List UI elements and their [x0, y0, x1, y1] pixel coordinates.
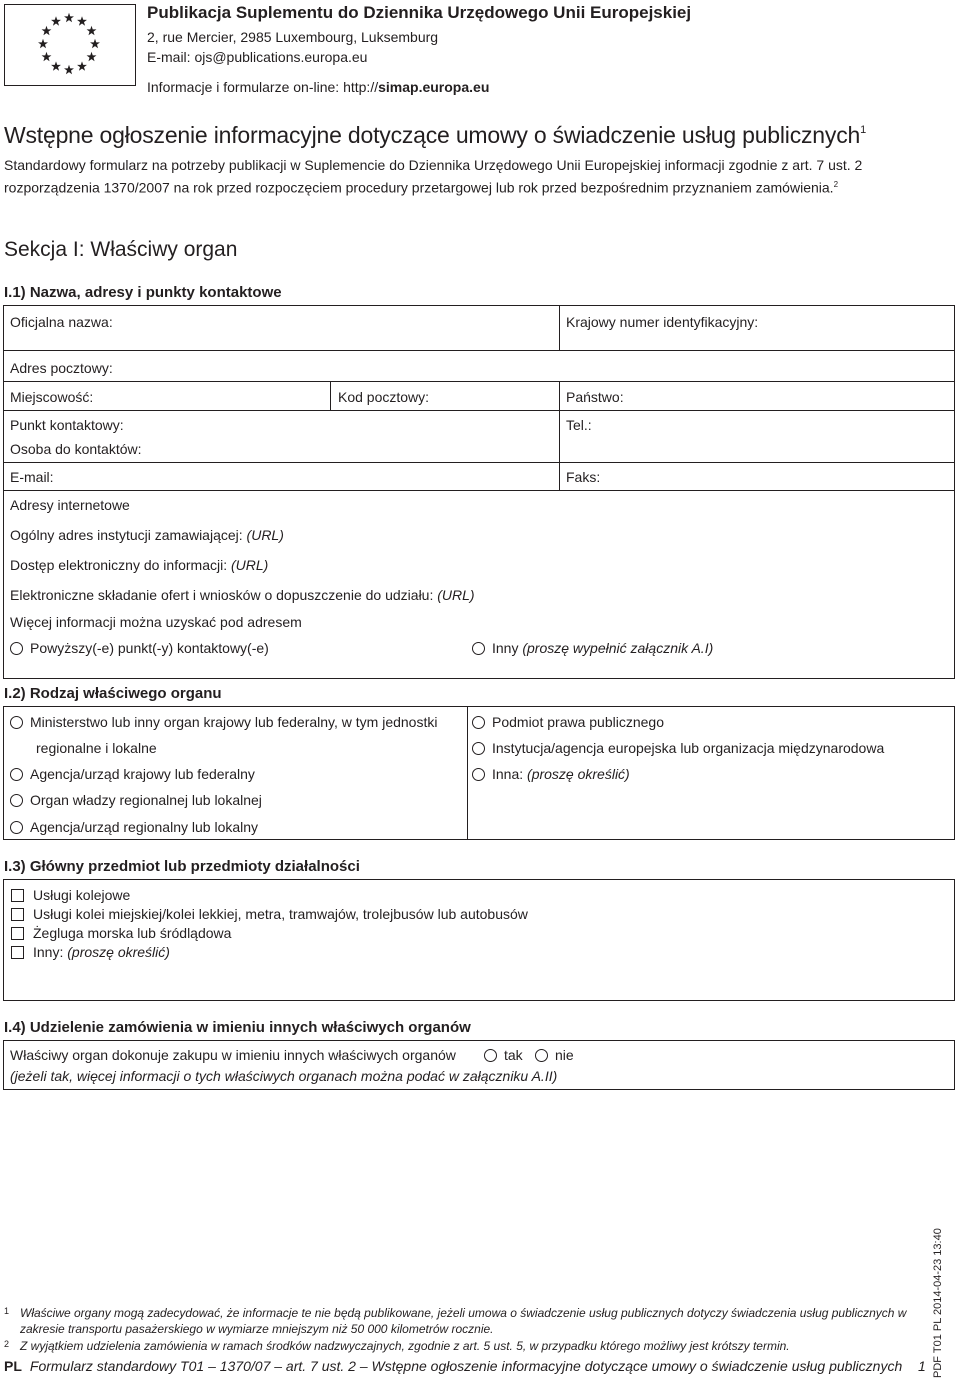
footnote-2-num: 2 [4, 1339, 10, 1349]
footnote-1-cont [4, 1322, 494, 1336]
email-label: E-mail: [10, 469, 54, 485]
tel-label: Tel.: [566, 417, 592, 433]
behalf-yes-radio[interactable] [484, 1047, 523, 1063]
star-icon [64, 65, 74, 74]
option-above-radio[interactable] [10, 640, 269, 656]
website-link[interactable]: simap.europa.eu [378, 79, 490, 95]
title-footnote-ref: 1 [860, 124, 867, 136]
behalf-no-radio[interactable] [535, 1047, 574, 1063]
behalf-yes-label: tak [504, 1047, 523, 1063]
more-info-label: Więcej informacji można uzyskać pod adresem [10, 614, 302, 630]
star-icon [42, 26, 52, 35]
authority-type-other-specify: (proszę określić) [527, 766, 630, 782]
general-address-label [10, 527, 284, 543]
publisher-title: Publikacja Suplementu do Dziennika Urzędowego Unii Europejskiej [147, 3, 692, 22]
option-other-radio[interactable] [472, 640, 713, 656]
option-above-label: Powyższy(-e) punkt(-y) kontaktowy(-e) [30, 640, 269, 656]
subtitle-footnote-ref: 2 [833, 180, 839, 189]
option-other-note: (proszę wypełnić załącznik A.I) [522, 640, 714, 656]
publisher-email: E-mail: ojs@publications.europa.eu [147, 49, 368, 65]
radio-circle-icon[interactable] [472, 716, 485, 729]
star-icon [87, 52, 97, 61]
star-icon [51, 16, 61, 25]
footer-text: Formularz standardowy T01 – 1370/07 – art. 7 ust. 2 – Wstępne ogłoszenie informacyjne dotyczące umowy o świadczenie usług publicznych [29, 1358, 903, 1374]
star-icon [87, 26, 97, 35]
eu-flag-logo [4, 4, 136, 86]
national-id-label: Krajowy numer identyfikacyjny: [566, 314, 759, 330]
postal-address-label: Adres pocztowy: [10, 360, 113, 376]
star-icon [77, 16, 87, 25]
authority-type-national-agency[interactable] [10, 766, 255, 782]
checkbox-icon[interactable] [11, 927, 24, 940]
postal-code-label: Kod pocztowy: [338, 389, 430, 405]
i2-box [3, 706, 955, 840]
footnote-2 [4, 1339, 790, 1353]
country-label: Państwo: [566, 389, 624, 405]
document-subtitle [4, 155, 954, 198]
electronic-access-text: Dostęp elektroniczny do informacji: [10, 557, 228, 573]
i3-box [3, 879, 955, 1001]
authority-type-other[interactable] [472, 766, 630, 782]
activity-other-label: Inny: [33, 944, 64, 960]
authority-type-regional-agency[interactable] [10, 819, 258, 835]
authority-type-ministry[interactable] [10, 714, 437, 730]
internet-addresses-label: Adresy internetowe [10, 497, 130, 513]
radio-circle-icon[interactable] [10, 716, 23, 729]
electronic-submission-url: (URL) [437, 587, 475, 603]
radio-circle-icon[interactable] [472, 768, 485, 781]
authority-type-public-law-label: Podmiot prawa publicznego [492, 714, 664, 730]
activity-other[interactable] [11, 944, 170, 960]
behalf-note: (jeżeli tak, więcej informacji o tych właściwych organach można podać w załączniku A.II) [10, 1068, 558, 1084]
electronic-submission-text: Elektroniczne składanie ofert i wniosków o dopuszczenie do udziału: [10, 587, 434, 603]
publisher-address: 2, rue Mercier, 2985 Luxembourg, Luksemburg [147, 29, 439, 45]
town-label: Miejscowość: [10, 389, 94, 405]
publisher-website[interactable] [147, 79, 489, 95]
activity-rail[interactable] [11, 887, 130, 903]
radio-circle-icon[interactable] [535, 1049, 548, 1062]
footer-lang: PL [4, 1358, 22, 1374]
checkbox-icon[interactable] [11, 908, 24, 921]
authority-type-regional-authority[interactable] [10, 792, 262, 808]
i2-heading: I.2) Rodzaj właściwego organu [4, 685, 222, 702]
radio-circle-icon[interactable] [472, 742, 485, 755]
authority-type-regional-agency-label: Agencja/urząd regionalny lub lokalny [30, 819, 259, 835]
star-icon [64, 13, 74, 22]
radio-circle-icon[interactable] [10, 768, 23, 781]
official-name-label: Oficjalna nazwa: [10, 314, 113, 330]
authority-type-national-agency-label: Agencja/urząd krajowy lub federalny [30, 766, 255, 782]
side-stamp: PDF T01 PL 2014-04-23 13:40 [932, 1228, 944, 1378]
section-title: Sekcja I: Właściwy organ [4, 238, 238, 261]
star-icon [51, 61, 61, 70]
footnote-1-line-1: Właściwe organy mogą zadecydować, że informacje te nie będą publikowane, jeżeli umowa o świadczenie usług publicznych dotyczy świadczenia usług publicznych w [20, 1306, 907, 1320]
authority-type-ministry-cont: regionalne i lokalne [36, 740, 157, 756]
activity-urban[interactable] [11, 906, 528, 922]
footnote-1-line-2: zakresie transportu pasażerskiego w wymiarze mniejszym niż 50 000 kilometrów rocznie. [20, 1322, 494, 1336]
i1-box [3, 305, 955, 679]
document-subtitle-text: Standardowy formularz na potrzeby publikacji w Suplemencie do Dziennika Urzędowego Unii Europejskiej informacji zgodnie z art. 7 ust. 2 rozporządzenia 1370/2007 na rok przed rozpoczęciem procedury przetargowej lub rok przed bezpośrednim przyznaniem zamówienia. [4, 157, 863, 196]
star-icon [38, 39, 48, 48]
document-title-text: Wstępne ogłoszenie informacyjne dotyczące umowy o świadczenie usług publicznych [4, 122, 861, 148]
activity-other-specify: (proszę określić) [67, 944, 170, 960]
behalf-no-label: nie [555, 1047, 574, 1063]
page-footer [4, 1358, 902, 1374]
general-address-url: (URL) [246, 527, 284, 543]
checkbox-icon[interactable] [11, 946, 24, 959]
radio-circle-icon[interactable] [484, 1049, 497, 1062]
i3-heading: I.3) Główny przedmiot lub przedmioty działalności [4, 858, 360, 875]
general-address-text: Ogólny adres instytucji zamawiającej: [10, 527, 243, 543]
eu-stars-icon [5, 5, 133, 83]
document-title [4, 122, 866, 149]
radio-circle-icon[interactable] [472, 642, 485, 655]
checkbox-icon[interactable] [11, 889, 24, 902]
authority-type-european[interactable] [472, 740, 884, 756]
fax-label: Faks: [566, 469, 601, 485]
radio-circle-icon[interactable] [10, 821, 23, 834]
star-icon [90, 39, 100, 48]
activity-shipping-label: Żegluga morska lub śródlądowa [33, 925, 232, 941]
i1-heading: I.1) Nazwa, adresy i punkty kontaktowe [4, 284, 282, 301]
activity-shipping[interactable] [11, 925, 231, 941]
star-icon [42, 52, 52, 61]
authority-type-other-label: Inna: [492, 766, 524, 782]
authority-type-public-law[interactable] [472, 714, 664, 730]
option-other-label: Inny [492, 640, 519, 656]
electronic-access-url: (URL) [231, 557, 269, 573]
radio-circle-icon[interactable] [10, 794, 23, 807]
footnote-1-num: 1 [4, 1306, 10, 1316]
electronic-access-label [10, 557, 268, 573]
authority-type-european-label: Instytucja/agencja europejska lub organizacja międzynarodowa [492, 740, 885, 756]
electronic-submission-label [10, 587, 475, 603]
i4-box [3, 1040, 955, 1090]
behalf-question: Właściwy organ dokonuje zakupu w imieniu innych właściwych organów [10, 1047, 456, 1063]
contact-point-label: Punkt kontaktowy: [10, 417, 124, 433]
radio-circle-icon[interactable] [10, 642, 23, 655]
footnote-1 [4, 1306, 906, 1320]
star-icon [77, 61, 87, 70]
activity-urban-label: Usługi kolei miejskiej/kolei lekkiej, metra, tramwajów, trolejbusów lub autobusów [33, 906, 528, 922]
website-prefix: Informacje i formularze on-line: http:// [147, 79, 379, 95]
contact-person-label: Osoba do kontaktów: [10, 441, 142, 457]
footnote-2-line-1: Z wyjątkiem udzielenia zamówienia w ramach środków nadzwyczajnych, zgodnie z art. 5 ust. 5, w przypadku którego możliwy jest krótszy termin. [20, 1339, 790, 1353]
authority-type-ministry-label: Ministerstwo lub inny organ krajowy lub federalny, w tym jednostki [30, 714, 438, 730]
i4-heading: I.4) Udzielenie zamówienia w imieniu innych właściwych organów [4, 1019, 471, 1036]
authority-type-regional-authority-label: Organ władzy regionalnej lub lokalnej [30, 792, 262, 808]
page-number: 1 [918, 1358, 926, 1374]
activity-rail-label: Usługi kolejowe [33, 887, 131, 903]
